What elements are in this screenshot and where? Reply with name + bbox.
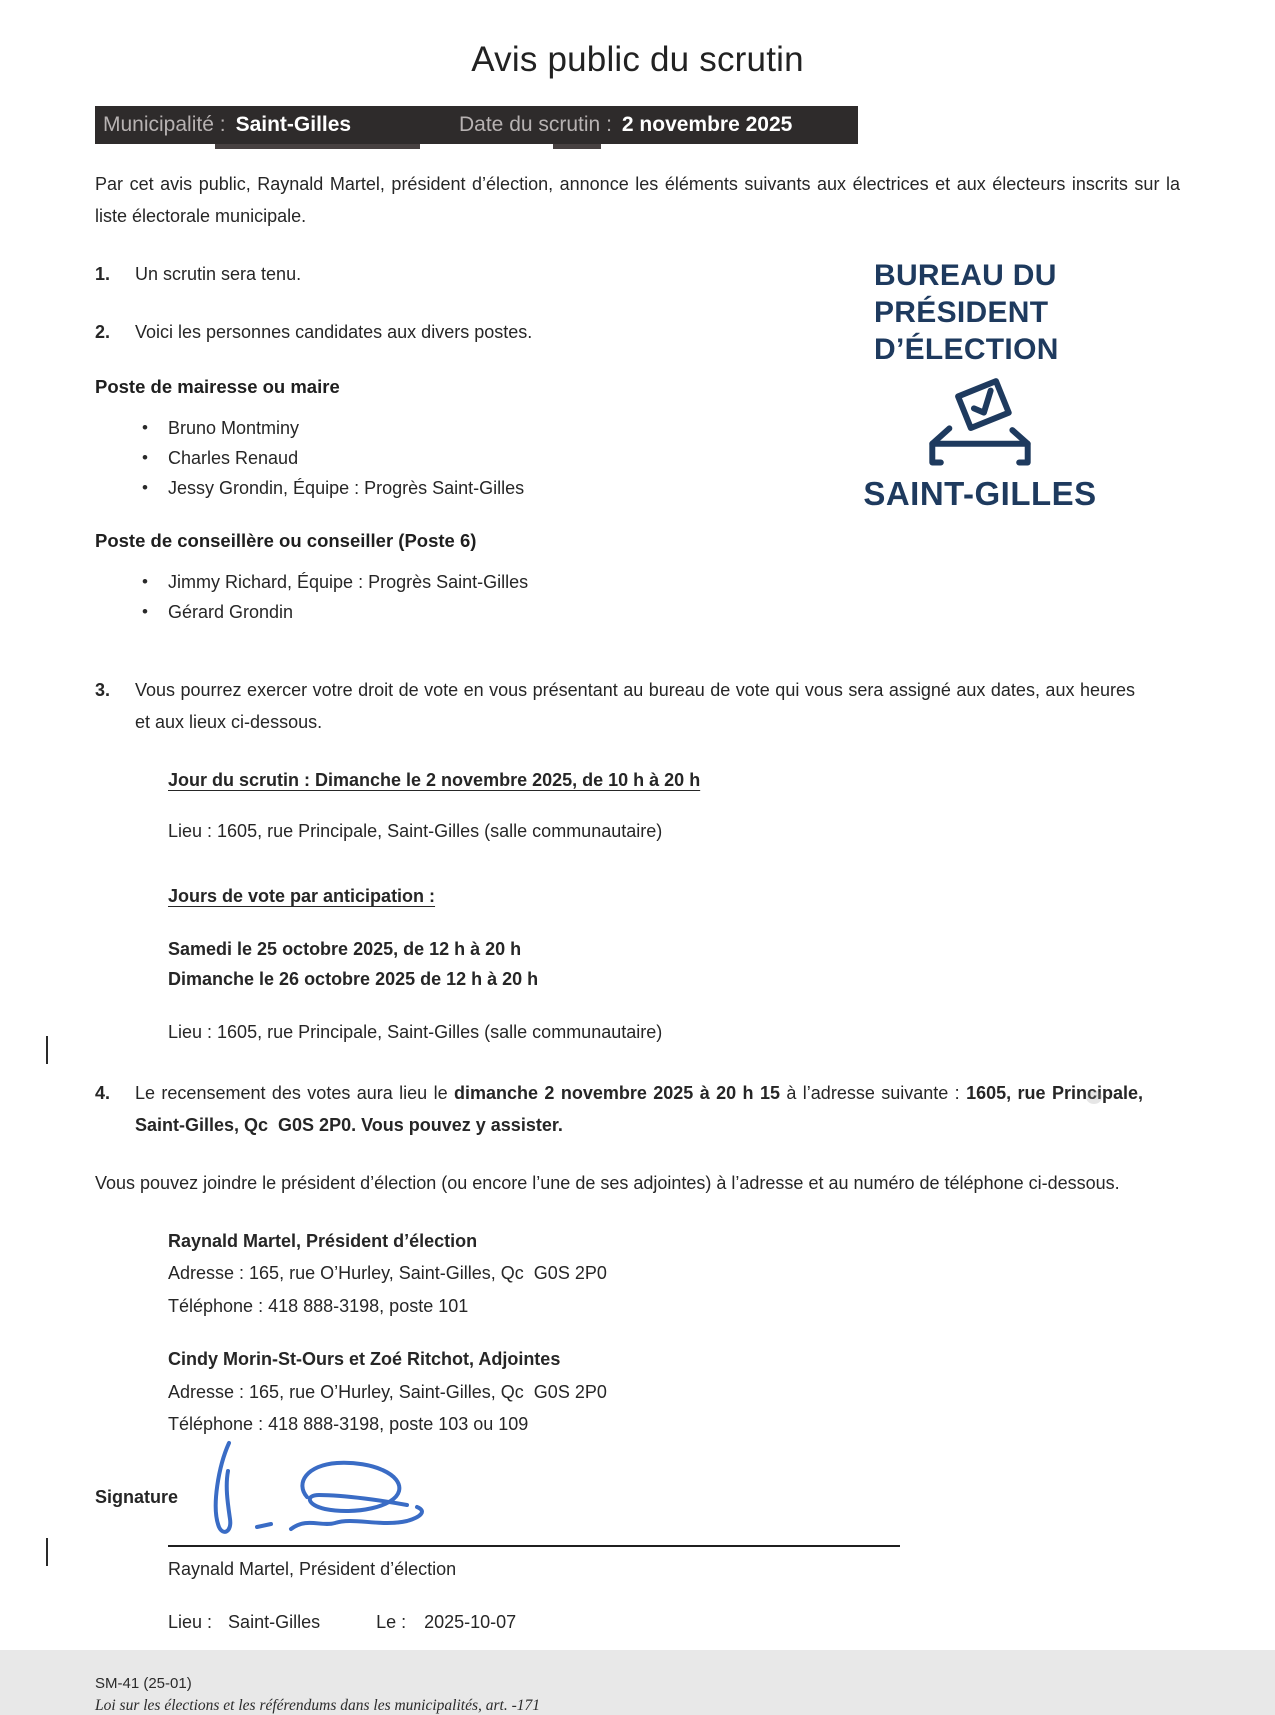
date-value: 2025-10-07 xyxy=(424,1612,517,1633)
councillor-candidate-list xyxy=(95,568,1180,628)
list-item: • Jimmy Richard, Équipe : Progrès Saint-Gilles xyxy=(95,568,1180,598)
scan-artifact xyxy=(553,144,601,149)
municipality-label: Municipalité : xyxy=(103,113,226,136)
item-number: 1. xyxy=(95,264,111,285)
recount-datetime: dimanche 2 novembre 2025 à 20 h 15 xyxy=(454,1082,780,1103)
item4-text-mid: à l’adresse suivante : xyxy=(779,1082,967,1103)
item-text: Vous pourrez exercer votre droit de vote en vous présentant au bureau de vote qui vous sera assigné aux dates, aux heures et aux lieux ci-dessous. xyxy=(135,679,1135,732)
list-item: • Gérard Grondin xyxy=(95,598,1180,628)
election-location-line: Lieu : 1605, rue Principale, Saint-Gilles (salle communautaire) xyxy=(168,820,663,841)
place-label: Lieu : xyxy=(168,1612,213,1633)
ballot-box-icon xyxy=(920,379,1040,471)
date-label: Le : xyxy=(376,1612,407,1633)
signature-label: Signature xyxy=(95,1487,179,1508)
contact-phone: Téléphone : 418 888-3198, poste 101 xyxy=(168,1296,469,1317)
municipality-date-bar xyxy=(95,106,858,144)
page-title: Avis public du scrutin xyxy=(471,40,804,79)
election-office-logo xyxy=(852,258,1108,513)
logo-line-1: BUREAU DU xyxy=(874,259,1057,292)
recount-address: 1605, rue Principale, Saint-Gilles, Qc G0S 2P0. Vous pouvez y assister. xyxy=(135,1082,1143,1135)
municipality-value: Saint-Gilles xyxy=(235,113,352,136)
law-reference: Loi sur les élections et les référendums dans les municipalités, art. -171 xyxy=(95,1697,541,1715)
logo-municipality-name: SAINT-GILLES xyxy=(863,474,1097,512)
contact-address: Adresse : 165, rue O’Hurley, Saint-Gilles, Qc G0S 2P0 xyxy=(168,1381,607,1402)
place-value: Saint-Gilles xyxy=(228,1612,321,1633)
contact-phone: Téléphone : 418 888-3198, poste 103 ou 109 xyxy=(168,1414,529,1435)
contact-address: Adresse : 165, rue O’Hurley, Saint-Gilles, Qc G0S 2P0 xyxy=(168,1263,607,1284)
list-item: • Charles Renaud xyxy=(95,444,1180,474)
contact-name: Raynald Martel, Président d’élection xyxy=(168,1230,478,1251)
advance-location-line: Lieu : 1605, rue Principale, Saint-Gilles (salle communautaire) xyxy=(168,1021,663,1042)
item-text: Un scrutin sera tenu. xyxy=(135,264,302,285)
signature-line xyxy=(168,1545,900,1547)
item-number: 3. xyxy=(95,679,111,700)
logo-text xyxy=(852,258,1108,369)
advance-day-1: Samedi le 25 octobre 2025, de 12 h à 20 h xyxy=(168,938,522,959)
item-text: Voici les personnes candidates aux divers postes. xyxy=(135,322,533,343)
list-item-3 xyxy=(95,674,1180,738)
list-item: • Jessy Grondin, Équipe : Progrès Saint-Gilles xyxy=(95,474,1180,504)
signature-section xyxy=(95,1447,1180,1547)
place-date-line xyxy=(168,1612,1180,1633)
president-contact-block xyxy=(168,1225,1180,1323)
scrutin-date-pair xyxy=(459,113,792,137)
list-item: • Bruno Montminy xyxy=(95,414,1180,444)
item4-text-start: Le recensement des votes aura lieu le xyxy=(135,1082,454,1103)
election-day-line: Jour du scrutin : Dimanche le 2 novembre 2025, de 10 h à 20 h xyxy=(168,769,701,790)
scrutin-date-label: Date du scrutin : xyxy=(459,113,612,136)
form-code: SM-41 (25-01) xyxy=(95,1675,192,1693)
assistants-contact-block xyxy=(168,1343,1180,1441)
contact-intro-paragraph: Vous pouvez joindre le président d’élection (ou encore l’une de ses adjointes) à l’adresse et au numéro de téléphone ci-dessous. xyxy=(95,1172,1120,1193)
signer-name: Raynald Martel, Président d’élection xyxy=(168,1559,457,1580)
municipality-pair xyxy=(103,113,459,137)
scan-artifact xyxy=(1086,1090,1102,1104)
scan-artifact xyxy=(215,144,420,149)
mayor-post-heading: Poste de mairesse ou maire xyxy=(95,376,340,398)
margin-change-bar xyxy=(46,1036,48,1064)
scrutin-date-value: 2 novembre 2025 xyxy=(621,113,793,136)
item-number: 4. xyxy=(95,1082,111,1103)
margin-change-bar xyxy=(46,1538,48,1566)
advance-voting-heading: Jours de vote par anticipation : xyxy=(168,885,436,906)
item-number: 2. xyxy=(95,322,111,343)
document-footer xyxy=(95,1675,1180,1715)
councillor-post-heading: Poste de conseillère ou conseiller (Poste 6) xyxy=(95,529,477,551)
logo-line-3: D’ÉLECTION xyxy=(874,332,1059,366)
contact-name: Cindy Morin-St-Ours et Zoé Ritchot, Adjointes xyxy=(168,1348,561,1369)
handwritten-signature xyxy=(195,1435,535,1545)
item-text xyxy=(135,1077,1143,1141)
advance-day-2: Dimanche le 26 octobre 2025 de 12 h à 20 h xyxy=(168,968,539,989)
logo-line-2: PRÉSIDENT xyxy=(874,295,1049,329)
list-item-4 xyxy=(95,1077,1180,1141)
intro-paragraph: Par cet avis public, Raynald Martel, président d’élection, annonce les éléments suivants aux électrices et aux électeurs inscrits sur la liste électorale municipale. xyxy=(95,174,1180,227)
